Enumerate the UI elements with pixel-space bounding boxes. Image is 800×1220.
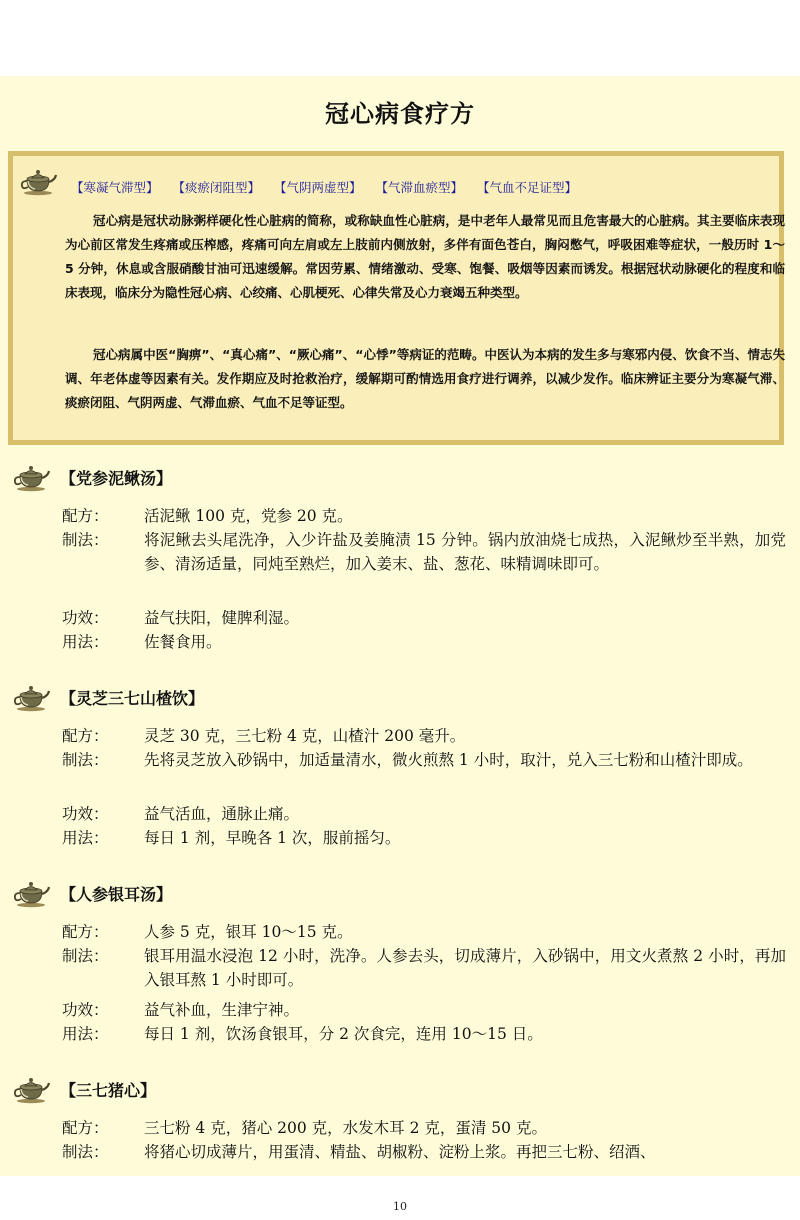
usage-value: 每日 1 剂，早晚各 1 次，服前摇匀。 <box>144 829 401 847</box>
type-link-cold[interactable]: 【寒凝气滞型】 <box>71 180 159 195</box>
ingredients-value: 灵芝 30 克，三七粉 4 克，山楂汁 200 毫升。 <box>144 727 466 745</box>
type-link-qi-blood-stasis[interactable]: 【气滞血瘀型】 <box>375 180 464 195</box>
effect-value: 益气活血，通脉止痛。 <box>144 805 300 823</box>
ingredients-label: 配方： <box>62 923 109 941</box>
teapot-icon <box>12 462 50 492</box>
usage-value: 佐餐食用。 <box>144 633 222 651</box>
type-link-qi-yin[interactable]: 【气阴两虚型】 <box>274 180 362 195</box>
effect-value: 益气扶阳，健脾利湿。 <box>144 609 300 627</box>
effect-value: 益气补血，生津宁神。 <box>144 1001 300 1019</box>
usage-label: 用法： <box>62 633 109 651</box>
recipe-title: 【人参银耳汤】 <box>60 885 173 904</box>
intro-paragraph-2: 冠心病属中医“胸痹”、“真心痛”、“厥心痛”、“心悸”等病证的范畴。中医认为本病的发生多与寒邪内侵、饮食不当、情志失调、年老体虚等因素有关。发作期应及时抢救治疗，缓解期可酌情选用食疗进行调养，以减少发作。临床辨证主要分为寒凝气滞、痰瘀闭阻、气阴两虚、气滞血瘀、气血不足等证型。 <box>65 347 785 410</box>
ingredients-label: 配方： <box>62 507 109 525</box>
usage-value: 每日 1 剂，饮汤食银耳，分 2 次食完，连用 10～15 日。 <box>144 1025 543 1043</box>
method-value: 先将灵芝放入砂锅中，加适量清水，微火煎熬 1 小时，取汁，兑入三七粉和山楂汁即成。 <box>144 751 753 769</box>
intro-paragraph-1: 冠心病是冠状动脉粥样硬化性心脏病的简称，或称缺血性心脏病，是中老年人最常见而且危害最大的心脏病。其主要临床表现为心前区常发生疼痛或压榨感，疼痛可向左肩或左上肢前内侧放射，多伴有面色苍白，胸闷憋气，呼吸困难等症状，一般历时 1～5 分钟，休息或含服硝酸甘油可迅速缓解。常因劳累、情绪激动、受寒、饱餐、吸烟等因素而诱发。根据冠状动脉硬化的程度和临床表现，临床分为隐性冠心病、心绞痛、心肌梗死、心律失常及心力衰竭五种类型。 <box>65 213 785 300</box>
teapot-icon <box>12 1074 50 1104</box>
effect-label: 功效： <box>62 1001 109 1019</box>
teapot-icon <box>12 878 50 908</box>
method-label: 制法： <box>62 1143 109 1161</box>
page-number: 10 <box>393 1200 407 1213</box>
ingredients-value: 三七粉 4 克，猪心 200 克，水发木耳 2 克，蛋清 50 克。 <box>144 1119 547 1137</box>
method-label: 制法： <box>62 751 109 769</box>
type-link-phlegm[interactable]: 【痰瘀闭阻型】 <box>172 180 261 195</box>
ingredients-label: 配方： <box>62 1119 109 1137</box>
method-value: 将泥鳅去头尾洗净，入少许盐及姜腌渍 15 分钟。锅内放油烧七成热，入泥鳅炒至半熟，加党参、清汤适量，同炖至熟烂，加入姜末、盐、葱花、味精调味即可。 <box>144 531 786 573</box>
recipe-title: 【三七猪心】 <box>60 1081 157 1100</box>
ingredients-value: 人参 5 克，银耳 10～15 克。 <box>144 923 353 941</box>
ingredients-value: 活泥鳅 100 克，党参 20 克。 <box>144 507 353 525</box>
intro-box <box>8 151 784 445</box>
ingredients-label: 配方： <box>62 727 109 745</box>
usage-label: 用法： <box>62 829 109 847</box>
teapot-icon <box>19 166 57 196</box>
method-label: 制法： <box>62 947 109 965</box>
teapot-icon <box>12 682 50 712</box>
usage-label: 用法： <box>62 1025 109 1043</box>
method-label: 制法： <box>62 531 109 549</box>
method-value: 将猪心切成薄片，用蛋清、精盐、胡椒粉、淀粉上浆。再把三七粉、绍酒、 <box>144 1143 656 1161</box>
recipe-title: 【灵芝三七山楂饮】 <box>60 689 205 708</box>
type-link-qi-blood-deficiency[interactable]: 【气血不足证型】 <box>477 180 578 195</box>
page-title: 冠心病食疗方 <box>325 100 475 128</box>
type-list <box>71 178 587 196</box>
effect-label: 功效： <box>62 805 109 823</box>
page <box>0 76 800 1176</box>
method-value: 银耳用温水浸泡 12 小时，洗净。人参去头，切成薄片，入砂锅中，用文火煮熬 2 小时，再加入银耳熬 1 小时即可。 <box>144 947 786 989</box>
recipe-title: 【党参泥鳅汤】 <box>60 469 173 488</box>
effect-label: 功效： <box>62 609 109 627</box>
